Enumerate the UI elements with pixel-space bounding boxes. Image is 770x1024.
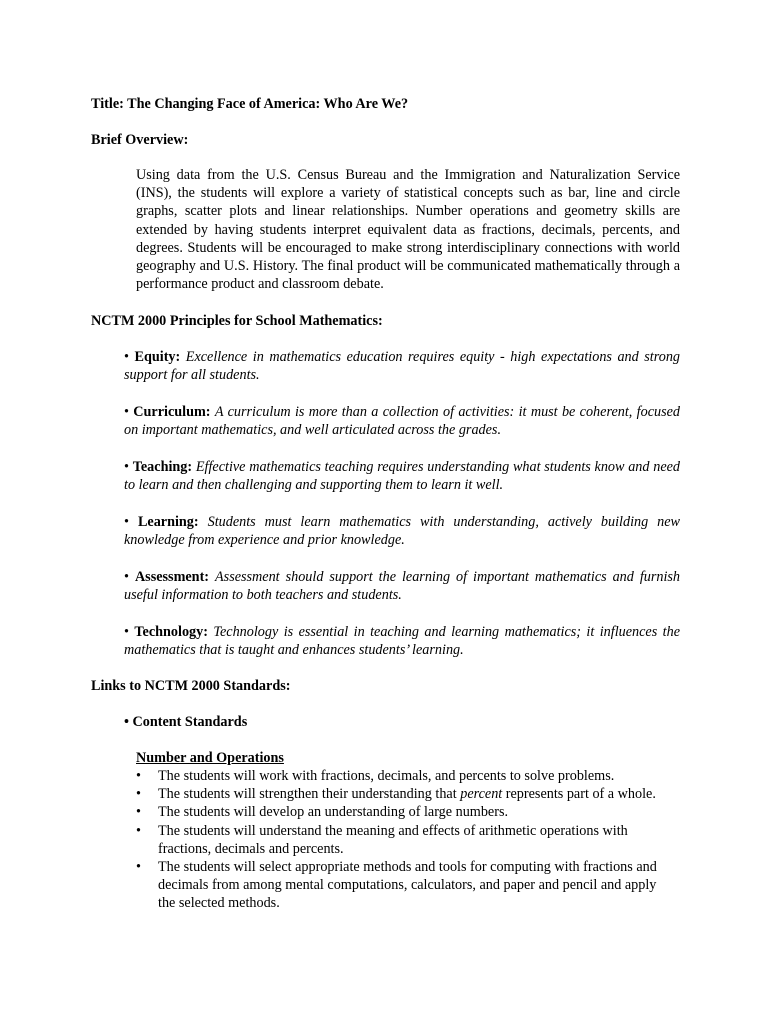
principle-description: Excellence in mathematics education requires equity - high expectations and strong support for all students. [124, 349, 681, 384]
bullet-icon: • [124, 569, 129, 585]
principle-term: Curriculum: [133, 404, 211, 420]
number-operations-heading: Number and Operations [136, 750, 284, 766]
bullet-icon: • [136, 859, 141, 876]
bullet-icon: • [136, 768, 141, 784]
bullet-icon: • [136, 822, 141, 839]
bullet-icon: • [124, 624, 129, 640]
standards-heading: Links to NCTM 2000 Standards: [91, 678, 291, 694]
principle-term: Learning: [137, 514, 199, 530]
list-item: • The students will work with fractions, decimals, and percents to solve problems. [136, 768, 615, 784]
list-item: • The students will develop an understanding of large numbers. [136, 804, 509, 821]
bullet-icon: • [124, 349, 129, 365]
list-item: • The students will understand the meaning and effects of arithmetic operations with fractions, decimals and percents. [136, 822, 628, 857]
number-operations-list [136, 767, 676, 913]
principle-item-assessment [124, 568, 680, 604]
content-standards-text: Content Standards [132, 714, 248, 730]
bullet-icon: • [136, 804, 141, 821]
principle-description: A curriculum is more than a collection of activities: it must be coherent, focused on important mathematics, and well articulated across the grades. [124, 404, 680, 439]
principle-item-curriculum [124, 403, 680, 439]
document-title: Title: The Changing Face of America: Who Are We? [91, 96, 409, 112]
content-standards-label [124, 713, 247, 731]
overview-heading: Brief Overview: [91, 132, 189, 148]
principle-item-learning [124, 513, 680, 549]
principle-description: Technology is essential in teaching and learning mathematics; it influences the mathematics that is taught and enhances students’ learning. [124, 624, 681, 659]
principle-item-equity [124, 348, 680, 384]
bullet-icon: • [124, 459, 129, 475]
principle-item-technology [124, 623, 680, 659]
bullet-icon: • [124, 514, 129, 530]
principle-term: Assessment: [134, 569, 210, 585]
bullet-icon: • [136, 786, 141, 803]
principle-description: Effective mathematics teaching requires understanding what students know and need to learn and then challenging and supporting them to learn it well. [124, 459, 681, 494]
list-item: • The students will select appropriate methods and tools for computing with fractions and decimals from among mental computations, calculators, and paper and pencil and apply the selected methods. [136, 859, 657, 912]
list-item: • The students will strengthen their understanding that percent represents part of a whole. [136, 786, 656, 803]
principle-description: Students must learn mathematics with understanding, actively building new knowledge from experience and prior knowledge. [124, 514, 681, 549]
bullet-icon: • [124, 714, 129, 730]
principle-term: Equity: [134, 349, 181, 365]
bullet-icon: • [124, 404, 129, 420]
principles-heading: NCTM 2000 Principles for School Mathematics: [91, 313, 383, 329]
overview-paragraph: Using data from the U.S. Census Bureau and the Immigration and Naturalization Service (INS), the students will explore a variety of statistical concepts such as bar, line and circle graphs, scatter plots and linear relationships. Number operations and geometry skills are extended by having students interpret equivalent data as fractions, decimals, percents, and degrees. Students will be encouraged to make strong interdisciplinary connections with world geography and U.S. History. The final product will be communicated mathematically through a performance product and classroom debate. [136, 167, 680, 293]
principle-term: Technology: [134, 624, 208, 640]
principle-item-teaching [124, 458, 680, 494]
emphasis-percent: percent [460, 786, 503, 803]
principle-description: Assessment should support the learning of important mathematics and furnish useful information to both teachers and students. [124, 569, 681, 604]
principle-term: Teaching: [132, 459, 193, 475]
